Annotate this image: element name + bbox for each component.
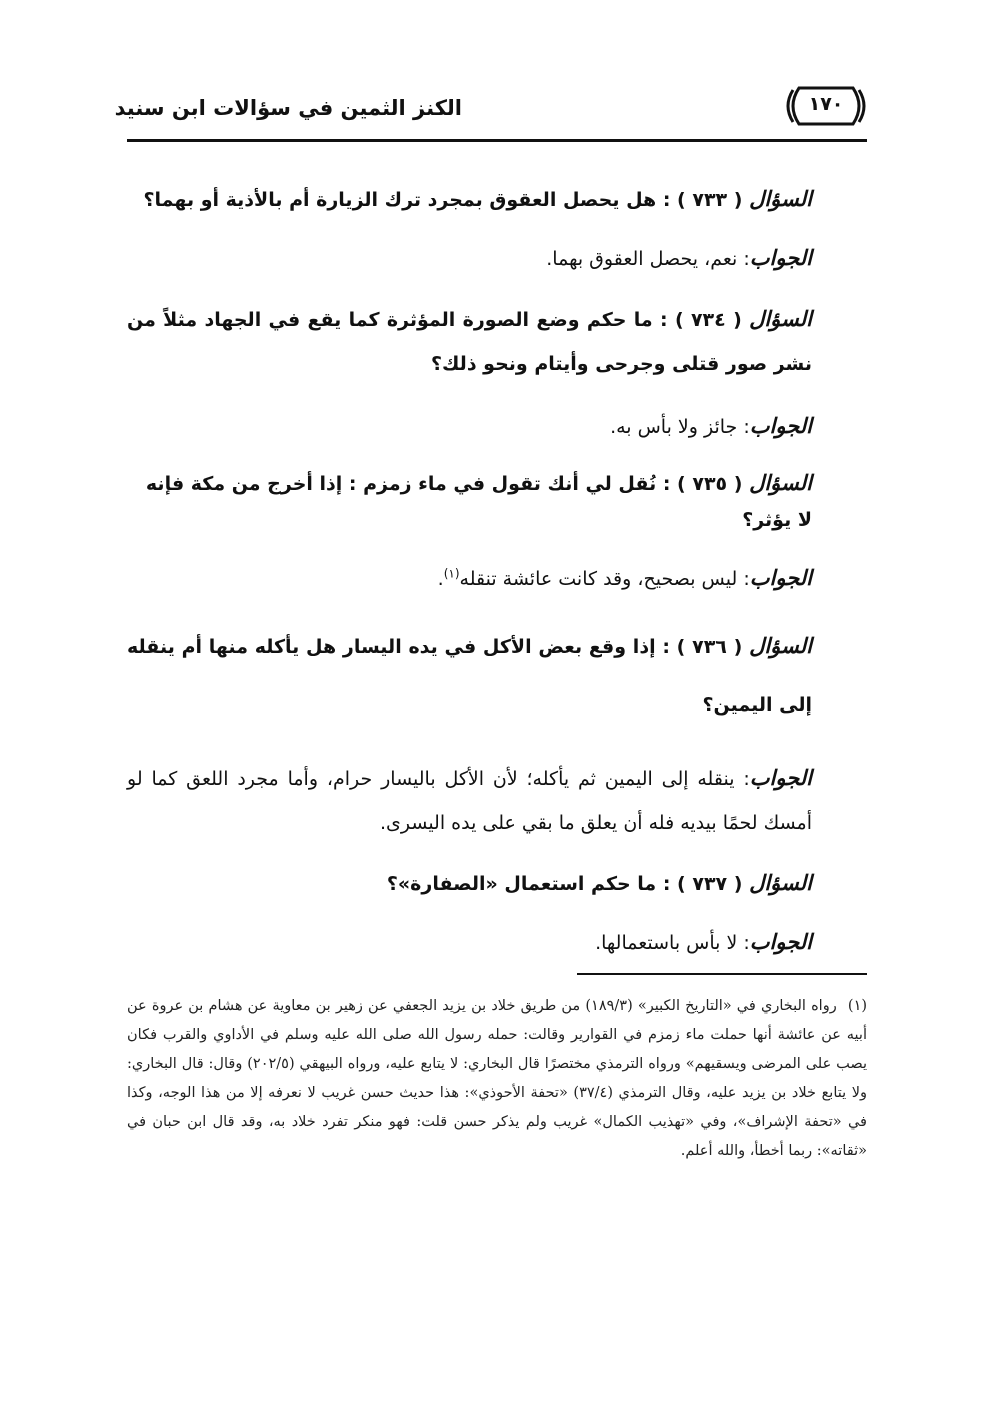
question-number: ( ٧٣٦ ) : — [662, 636, 743, 658]
answer-text: جائز ولا بأس به. — [610, 416, 738, 438]
footnote-marker: (١) — [847, 998, 868, 1014]
answer-text: نعم، يحصل العقوق بهما. — [546, 248, 738, 270]
footnote-divider — [577, 973, 867, 975]
question-label: السؤال — [749, 633, 812, 658]
answer-735: الجواب: ليس بصحيح، وقد كانت عائشة تنقله$^{(١)}$. — [437, 565, 812, 590]
question-number: ( ٧٣٥ ) : — [662, 473, 743, 495]
question-number: ( ٧٣٧ ) : — [662, 873, 743, 895]
question-text: ما حكم وضع الصورة المؤثرة كما يقع في الجهاد مثلاً من نشر صور قتلى وجرحى وأيتام ونحو ذلك؟ — [127, 309, 812, 375]
question-text: نُقل لي أنك تقول في ماء زمزم : إذا أخرج من مكة فإنه لا يؤثر؟ — [145, 473, 812, 531]
footnote-text: رواه البخاري في «التاريخ الكبير» (١٨٩/٣) من طريق خلاد بن يزيد الجعفي عن زهير بن معاوية عن هشام بن عروة عن أبيه عن عائشة أنها حملت ماء زمزم في القوارير وقالت: حمله رسول الله صلى الله عليه وسلم في الأداوي والقرب فكان يصب على المرضى ويسقيهم» ورواه الترمذي مختصرًا قال البخاري: لا يتابع عليه، ورواه البيهقي (٢٠٢/٥) وقال: قال البخاري: ولا يتابع خلاد بن يزيد عليه، وقال الترمذي (٣٧/٤) «تحفة الأحوذي»: هذا حديث حسن غريب لا نعرفه إلا من هذا الوجه، وكذا في «تحفة الإشراف»، وفي «تهذيب الكمال» غريب ولم يذكر حسن قلت: فهو منكر تفرد خلاد به، وقد قال ابن حبان في «ثقاته»: ربما أخطأ، والله أعلم. — [127, 998, 868, 1159]
question-737 — [127, 865, 867, 902]
answer-737: الجواب: لا بأس باستعمالها. — [595, 929, 812, 954]
footnote-reference[interactable]: (١) — [443, 566, 460, 581]
page-header — [114, 78, 867, 138]
header-divider — [127, 139, 867, 142]
footnote — [127, 992, 867, 1166]
question-label: السؤال — [749, 870, 812, 895]
book-title: الكنز الثمين في سؤالات ابن سنيد — [114, 96, 462, 120]
question-734 — [127, 297, 867, 386]
question-733 — [127, 181, 867, 218]
answer-tail: . — [437, 568, 444, 590]
answer-734: الجواب: جائز ولا بأس به. — [610, 413, 812, 438]
answer-label: الجواب — [749, 565, 812, 590]
question-label: السؤال — [749, 470, 812, 495]
answer-text: لا بأس باستعمالها. — [595, 932, 738, 954]
question-735 — [127, 465, 867, 538]
answer-label: الجواب — [749, 929, 812, 954]
answer-text: ليس بصحيح، وقد كانت عائشة تنقله — [459, 568, 738, 590]
answer-label: الجواب — [749, 765, 813, 790]
page-number-badge — [785, 84, 867, 128]
question-label: السؤال — [749, 186, 812, 211]
page-number: ١٧٠ — [808, 93, 844, 115]
answer-text: ينقله إلى اليمين ثم يأكله؛ لأن الأكل باليسار حرام، وأما مجرد اللعق كما لو أمسك لحمًا بيديه فله أن يعلق ما بقي على يده اليسرى. — [127, 768, 812, 834]
answer-733: الجواب: نعم، يحصل العقوق بهما. — [546, 245, 812, 270]
question-label: السؤال — [749, 306, 812, 331]
answer-736: الجواب: ينقله إلى اليمين ثم يأكله؛ لأن الأكل باليسار حرام، وأما مجرد اللعق كما لو أمسك لحمًا بيديه فله أن يعلق ما بقي على يده اليسرى. — [127, 765, 813, 834]
answer-label: الجواب — [749, 413, 812, 438]
question-text: ما حكم استعمال «الصفارة»؟ — [386, 873, 657, 895]
question-number: ( ٧٣٣ ) : — [662, 189, 743, 211]
question-736 — [127, 617, 867, 734]
answer-label: الجواب — [749, 245, 812, 270]
question-text: هل يحصل العقوق بمجرد ترك الزيارة أم بالأذية أو بهما؟ — [143, 189, 657, 211]
question-text: إذا وقع بعض الأكل في يده اليسار هل يأكله منها أم ينقله إلى اليمين؟ — [127, 636, 812, 716]
question-number: ( ٧٣٤ ) : — [660, 309, 742, 331]
qa-content — [127, 165, 867, 961]
